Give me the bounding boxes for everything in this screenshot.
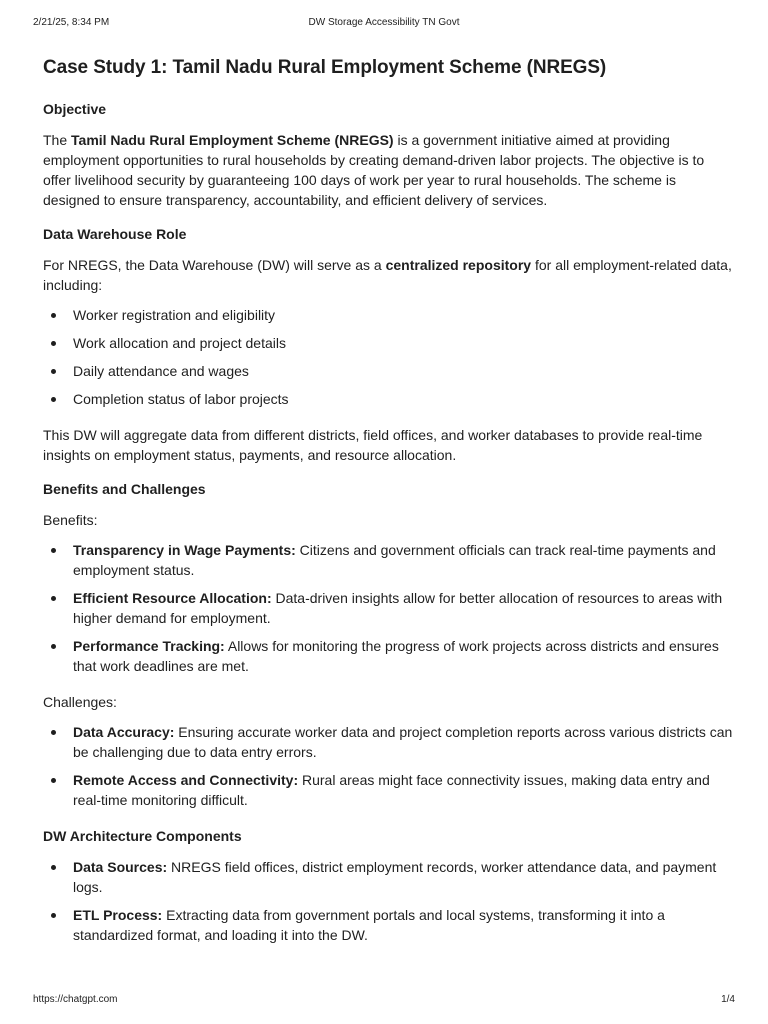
list-item [43,722,733,762]
objective-heading: Objective [43,101,107,117]
print-header [33,17,735,31]
benefit-term: Performance Tracking: [73,638,225,654]
dw-role-text-end: for all employment-related data, including: [43,257,732,293]
objective-text-end: is a government initiative aimed at providing employment opportunities to rural households by creating demand-driven labor projects. The objective is to offer livelihood security by guaranteeing 100 days of work per year to rural households. The scheme is designed to ensure transparency, accountability, and efficient delivery of services. [43,132,705,208]
print-footer [33,994,735,1008]
architecture-text: NREGS field offices, district employment records, worker attendance data, and payment logs. [73,859,717,895]
objective-paragraph [43,130,733,210]
dw-role-summary: This DW will aggregate data from different districts, field offices, and worker databases to provide real-time insights on employment status, payments, and resource allocation. [43,427,703,463]
objective-scheme-name: Tamil Nadu Rural Employment Scheme (NREGS) [71,132,394,148]
benefit-text: Data-driven insights allow for better allocation of resources to areas with higher demand for employment. [73,590,723,626]
print-title: DW Storage Accessibility TN Govt [308,17,460,28]
list-item: Worker registration and eligibility [43,305,733,325]
list-item [43,588,733,628]
benefits-label: Benefits: [43,512,98,528]
challenges-list [43,722,733,810]
challenge-text: Ensuring accurate worker data and project completion reports across various districts can be challenging due to data entry errors. [73,724,733,760]
document-title: Case Study 1: Tamil Nadu Rural Employment Scheme (NREGS) [43,57,607,78]
dw-role-repository: centralized repository [385,257,532,273]
challenge-term: Data Accuracy: [73,724,175,740]
print-datetime: 2/21/25, 8:34 PM [33,17,110,28]
architecture-text: Extracting data from government portals and local systems, transforming it into a standardized format, and loading it into the DW. [73,907,665,943]
list-item: Completion status of labor projects [43,389,733,409]
benefit-term: Transparency in Wage Payments: [73,542,296,558]
list-item [43,905,733,945]
architecture-term: ETL Process: [73,907,163,923]
benefits-list [43,540,733,676]
page-number: 1/4 [721,994,735,1005]
dw-role-list [43,305,733,409]
dw-role-text-start: For NREGS, the Data Warehouse (DW) will serve as a [43,257,386,273]
list-item [43,540,733,580]
dw-role-paragraph [43,255,733,295]
architecture-list [43,857,733,945]
list-item: Daily attendance and wages [43,361,733,381]
architecture-heading: DW Architecture Components [43,828,242,844]
objective-text-start: The [43,132,72,148]
challenge-text: Rural areas might face connectivity issues, making data entry and real-time monitoring difficult. [73,772,710,808]
architecture-term: Data Sources: [73,859,168,875]
benefit-term: Efficient Resource Allocation: [73,590,272,606]
challenges-label: Challenges: [43,694,117,710]
list-item: Work allocation and project details [43,333,733,353]
list-item [43,857,733,897]
list-item [43,770,733,810]
document-body [43,55,733,961]
benefit-text: Allows for monitoring the progress of work projects across districts and ensures that work deadlines are met. [73,638,719,674]
challenge-term: Remote Access and Connectivity: [73,772,299,788]
list-item [43,636,733,676]
dw-role-heading: Data Warehouse Role [43,226,187,242]
benefits-challenges-heading: Benefits and Challenges [43,481,206,497]
print-url[interactable]: https://chatgpt.com [33,994,118,1005]
benefit-text: Citizens and government officials can track real-time payments and employment status. [73,542,716,578]
